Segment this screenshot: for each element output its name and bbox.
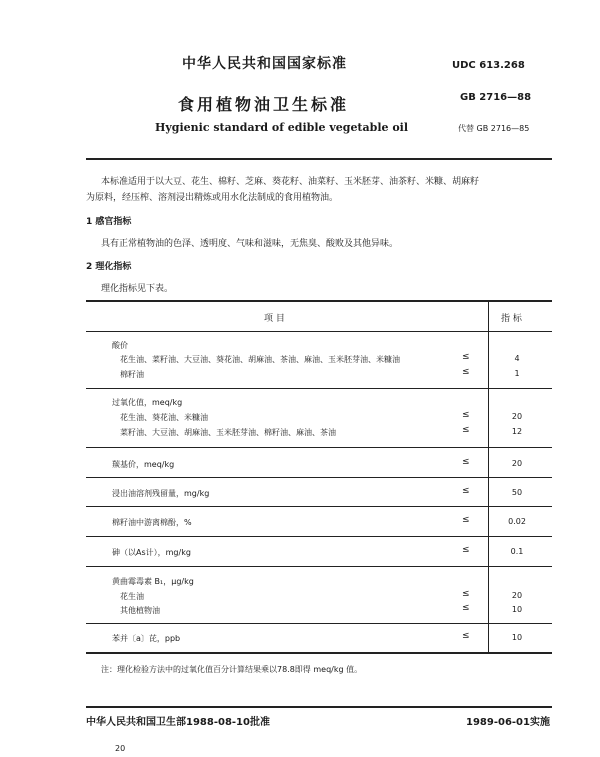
- row-acid-label: 酸价: [112, 341, 128, 350]
- row-peroxide-sub1-sign: ≤: [462, 410, 470, 420]
- row-gossypol-sign: ≤: [462, 515, 470, 525]
- row-peroxide-sub1-value: 20: [511, 412, 523, 421]
- intro-line-2: 为原料，经压榨、溶剂浸出精炼或用水化法制成的食用植物油。: [86, 193, 339, 203]
- row-aflatoxin-sub2-sign: ≤: [462, 603, 470, 613]
- row-carbonyl-value: 20: [511, 459, 523, 468]
- row-aflatoxin-sub1-value: 20: [511, 591, 523, 600]
- page-number: 20: [115, 744, 126, 753]
- row-peroxide-sub2-sign: ≤: [462, 425, 470, 435]
- table-header-value: 指 标: [501, 314, 522, 324]
- udc-code: UDC 613.268: [452, 60, 525, 71]
- row-aflatoxin-sub1: 花生油: [120, 592, 144, 601]
- row-gossypol-value: 0.02: [508, 517, 526, 526]
- title-cn: 食用植物油卫生标准: [178, 95, 350, 114]
- title-en: Hygienic standard of edible vegetable oil: [155, 121, 409, 134]
- section-2-heading: 2 理化指标: [86, 262, 132, 272]
- row-peroxide-sub2: 菜籽油、大豆油、胡麻油、玉米胚芽油、棉籽油、麻油、茶油: [120, 428, 336, 437]
- section-2-body: 理化指标见下表。: [101, 284, 174, 294]
- table-note: 注：理化检验方法中的过氧化值百分计算结果乘以78.8即得 meq/kg 值。: [101, 665, 363, 674]
- row-peroxide-sub2-value: 12: [511, 427, 523, 436]
- row-carbonyl-label: 羰基价，meq/kg: [112, 460, 175, 469]
- row-divider: [86, 388, 552, 389]
- row-benzopyrene-label: 苯并〔a〕芘，ppb: [112, 634, 181, 643]
- row-aflatoxin-sub2: 其他植物油: [120, 606, 160, 615]
- intro-line-1: 本标准适用于以大豆、花生、棉籽、芝麻、葵花籽、油菜籽、玉米胚芽、油茶籽、米糠、胡麻籽: [101, 177, 480, 187]
- row-solvent-label: 浸出油溶剂残留量，mg/kg: [112, 489, 210, 498]
- row-solvent-value: 50: [511, 488, 523, 497]
- row-acid-sub2-value: 1: [514, 369, 520, 378]
- row-aflatoxin-sub1-sign: ≤: [462, 589, 470, 599]
- row-acid-sub2-sign: ≤: [462, 367, 470, 377]
- section-1-body: 具有正常植物油的色泽、透明度、气味和滋味，无焦臭、酸败及其他异味。: [101, 239, 399, 249]
- gb-number: GB 2716—88: [460, 92, 532, 103]
- row-peroxide-sub1: 花生油、葵花油、米糠油: [120, 413, 208, 422]
- row-benzopyrene-sign: ≤: [462, 631, 470, 641]
- header-divider: [86, 158, 552, 160]
- row-gossypol-label: 棉籽油中游离棉酚，%: [112, 518, 192, 527]
- table-top-border: [86, 300, 552, 302]
- row-acid-sub1: 花生油、菜籽油、大豆油、葵花油、胡麻油、茶油、麻油、玉米胚芽油、米糠油: [120, 355, 400, 364]
- implementation-date: 1989-06-01实施: [466, 717, 550, 728]
- row-arsenic-sign: ≤: [462, 545, 470, 555]
- national-standard-heading: 中华人民共和国国家标准: [182, 56, 347, 72]
- replaces-standard: 代替 GB 2716—85: [458, 124, 530, 133]
- row-carbonyl-sign: ≤: [462, 457, 470, 467]
- row-acid-sub2: 棉籽油: [120, 370, 144, 379]
- row-divider: [86, 477, 552, 478]
- row-divider: [86, 447, 552, 448]
- footer-divider: [86, 706, 552, 708]
- table-header-item: 项 目: [264, 314, 285, 324]
- row-aflatoxin-label: 黄曲霉毒素 B₁，μg/kg: [112, 577, 194, 586]
- section-1-heading: 1 感官指标: [86, 217, 132, 227]
- row-acid-sub1-value: 4: [514, 354, 520, 363]
- row-benzopyrene-value: 10: [511, 633, 523, 642]
- row-divider: [86, 623, 552, 624]
- row-aflatoxin-sub2-value: 10: [511, 605, 523, 614]
- row-solvent-sign: ≤: [462, 486, 470, 496]
- row-acid-sub1-sign: ≤: [462, 352, 470, 362]
- row-arsenic-value: 0.1: [510, 547, 524, 556]
- approval-statement: 中华人民共和国卫生部1988-08-10批准: [86, 717, 270, 728]
- row-divider: [86, 536, 552, 537]
- row-divider: [86, 566, 552, 567]
- row-arsenic-label: 砷（以As计），mg/kg: [112, 548, 191, 557]
- row-peroxide-label: 过氧化值，meq/kg: [112, 398, 183, 407]
- row-divider: [86, 506, 552, 507]
- table-bottom-border: [86, 652, 552, 654]
- table-header-border: [86, 331, 552, 332]
